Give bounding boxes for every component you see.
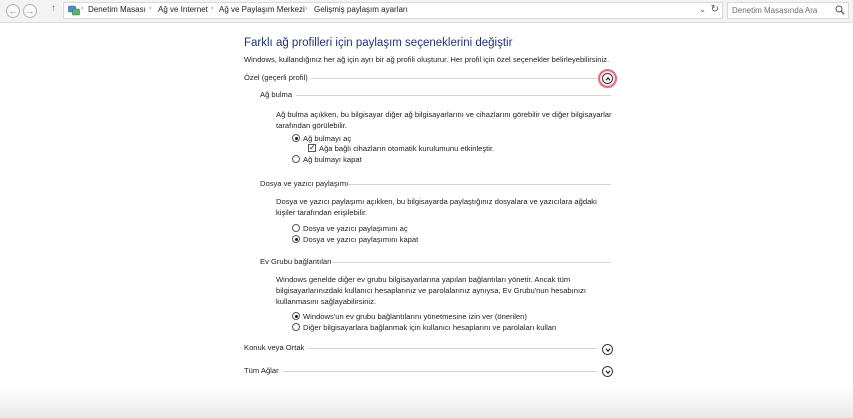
radio-button[interactable] bbox=[292, 155, 300, 163]
network-discovery-description: Ağ bulma açıkken, bu bilgisayar diğer ağ bilgisayarlarını ve cihazlarını görebilir ve diğer bilgisayarlar tarafından görülebilir. bbox=[276, 110, 612, 130]
profile-all-networks-header[interactable]: Tüm Ağlar bbox=[244, 366, 279, 375]
profile-private-header[interactable]: Özel (geçerli profil) bbox=[244, 73, 308, 82]
back-arrow-icon[interactable]: ← bbox=[6, 4, 20, 18]
divider bbox=[283, 371, 597, 372]
search-box bbox=[727, 2, 849, 19]
divider bbox=[296, 95, 611, 96]
radio-button[interactable] bbox=[292, 134, 300, 142]
chevron-down-icon[interactable]: ⌄ bbox=[699, 5, 706, 14]
page-intro: Windows, kullandığınız her ağ için ayrı bir ağ profili oluşturur. Her profil için özel seçenekler belirleyebilirsiniz. bbox=[244, 55, 610, 64]
option-label: Dosya ve yazıcı paylaşımını kapat bbox=[303, 235, 419, 244]
radio-button[interactable] bbox=[292, 312, 300, 320]
profile-guest-header[interactable]: Konuk veya Ortak bbox=[244, 343, 305, 352]
search-icon[interactable] bbox=[835, 5, 845, 15]
bottom-fade bbox=[0, 386, 853, 418]
breadcrumb-separator: › bbox=[81, 5, 84, 12]
radio-button[interactable] bbox=[292, 224, 300, 232]
forward-arrow-icon[interactable]: → bbox=[23, 4, 37, 18]
radio-button[interactable] bbox=[292, 323, 300, 331]
network-discovery-heading: Ağ bulma bbox=[260, 90, 293, 99]
option-label: Windows'un ev grubu bağlantılarını yönetmesine izin ver (önerilen) bbox=[303, 312, 527, 321]
divider bbox=[307, 348, 597, 349]
breadcrumb-separator: › bbox=[211, 5, 214, 12]
search-input[interactable] bbox=[732, 4, 832, 17]
address-toolbar bbox=[0, 0, 853, 23]
address-bar[interactable] bbox=[63, 2, 723, 19]
option-label: Dosya ve yazıcı paylaşımını aç bbox=[303, 224, 408, 233]
file-sharing-description: Dosya ve yazıcı paylaşımı açıkken, bu bilgisayarda paylaştığınız dosyalara ve yazıcılara ağdaki kişiler tarafından erişilebilir. bbox=[276, 197, 597, 217]
option-label: Ağ bulmayı aç bbox=[303, 134, 352, 143]
chevron-up-icon[interactable] bbox=[602, 73, 613, 84]
up-arrow-icon[interactable]: ↑ bbox=[51, 3, 56, 14]
checkbox[interactable]: ✓ bbox=[309, 143, 316, 152]
control-panel-icon bbox=[68, 5, 80, 16]
divider bbox=[332, 262, 611, 263]
divider bbox=[348, 184, 611, 185]
breadcrumb-separator: › bbox=[149, 5, 152, 12]
chevron-down-icon[interactable] bbox=[602, 344, 613, 355]
homegroup-heading: Ev Grubu bağlantıları bbox=[260, 257, 332, 266]
breadcrumb-network-internet[interactable]: Ağ ve Internet bbox=[158, 5, 208, 14]
breadcrumb-network-sharing-center[interactable]: Ağ ve Paylaşım Merkezi bbox=[219, 5, 305, 14]
homegroup-description: Windows genelde diğer ev grubu bilgisayarlarına yapılan bağlantıları yönetir. Ancak tüm bilgisayarlarınızdaki kullanıcı hesaplarınız ve parolalarınız aynıysa, Ev Grubu'nun hesabınızı kullanmasını sağlayabilirsiniz. bbox=[276, 275, 587, 306]
page-title: Farklı ağ profilleri için paylaşım seçeneklerini değiştir bbox=[244, 37, 513, 49]
option-label: Ağ bulmayı kapat bbox=[303, 155, 362, 164]
breadcrumb-advanced-sharing[interactable]: Gelişmiş paylaşım ayarları bbox=[314, 5, 408, 14]
divider bbox=[311, 78, 597, 79]
chevron-down-icon[interactable] bbox=[602, 366, 613, 377]
option-label: Diğer bilgisayarlara bağlanmak için kullanıcı hesaplarını ve parolaları kullan bbox=[303, 323, 557, 332]
radio-button[interactable] bbox=[292, 235, 300, 243]
breadcrumb-control-panel[interactable]: Denetim Masası bbox=[88, 5, 146, 14]
breadcrumb-separator: › bbox=[305, 5, 308, 12]
file-sharing-heading: Dosya ve yazıcı paylaşımı bbox=[260, 179, 349, 188]
refresh-icon[interactable]: ↻ bbox=[710, 4, 719, 15]
option-label: Ağa bağlı cihazların otomatik kurulumunu etkinleştir. bbox=[319, 144, 495, 153]
